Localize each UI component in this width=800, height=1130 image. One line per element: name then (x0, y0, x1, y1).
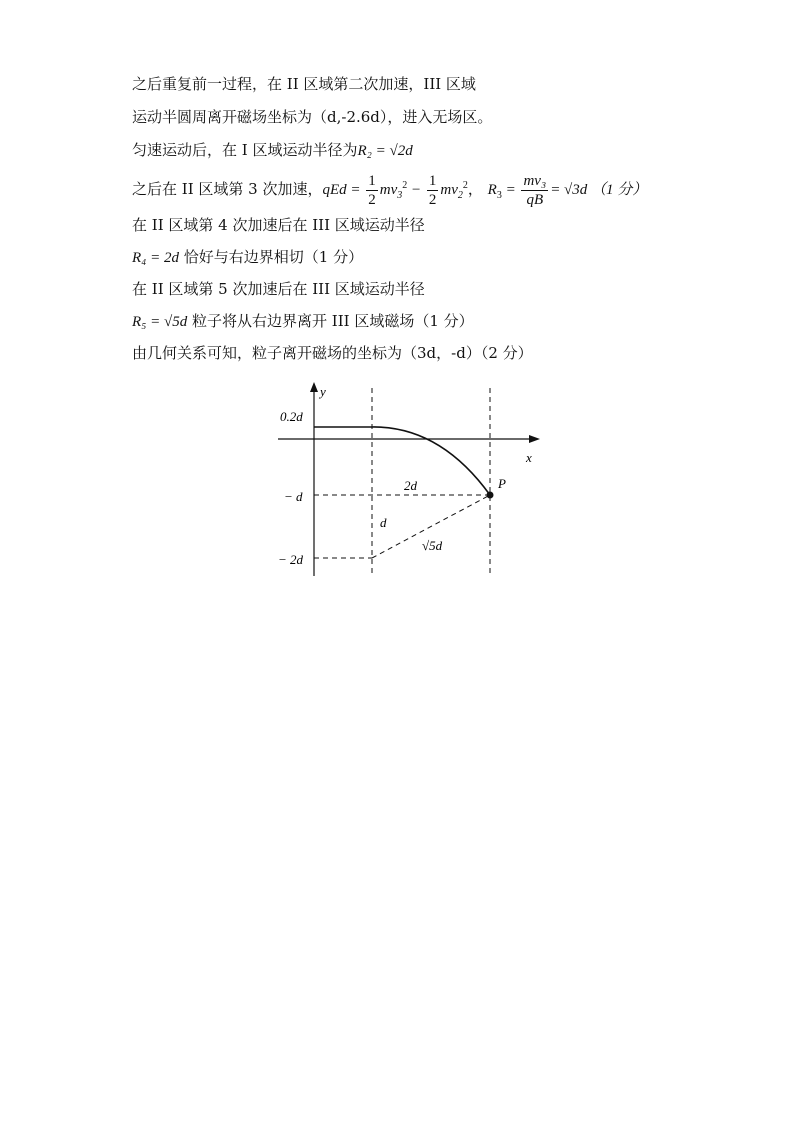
label-sqrt5d: √5d (422, 538, 443, 553)
fraction-1-denominator: 2 (368, 191, 376, 208)
fraction-1-numerator: 1 (368, 172, 376, 189)
label-neg-d: − d (284, 489, 303, 504)
label-2d: 2d (404, 478, 417, 493)
text-line-6-suffix: 恰好与右边界相切（1 分） (179, 248, 364, 266)
particle-trajectory (314, 427, 490, 495)
formula-r4: R₄ = 2d (132, 250, 179, 266)
y-axis-arrow (310, 382, 318, 392)
label-d: d (380, 515, 387, 530)
text-line-7: 在 II 区域第 5 次加速后在 III 区域运动半径 (132, 280, 425, 298)
trajectory-figure (270, 380, 550, 580)
text-line-6 (132, 246, 363, 269)
text-line-3-prefix: 匀速运动后，在 I 区域运动半径为 (132, 141, 358, 159)
fraction-2-numerator: 1 (428, 172, 437, 189)
point-p (487, 492, 494, 499)
text-line-5: 在 II 区域第 4 次加速后在 III 区域运动半径 (132, 216, 425, 234)
text-line-4: 之后在 II 区域第 3 次加速，qEd = $\frac{1}{2}$ $mv_3^2$ − $\frac{1}{2}$ $mv_2^2$， $R_3$ = $\frac{\text{mv₃}}{qB}$ = √3d （1 分） (132, 172, 648, 208)
text-line-1: 之后重复前一过程，在 II 区域第二次加速，III 区域 (132, 75, 476, 93)
y-axis-label: y (320, 384, 326, 399)
fraction-3-denominator: qB (526, 191, 544, 208)
text-line-4-prefix: 之后在 II 区域第 3 次加速， (132, 180, 323, 198)
fraction-2-denominator: 2 (428, 191, 437, 208)
label-0-2d: 0.2d (280, 409, 303, 424)
fraction-3-numerator: mv₃ (523, 172, 547, 189)
text-line-8 (132, 310, 474, 333)
text-line-9: 由几何关系可知，粒子离开磁场的坐标为（3d，-d）（2 分） (132, 344, 533, 362)
formula-r2: R₂ = √2d (357, 143, 413, 159)
point-p-label: P (498, 476, 506, 491)
text-line-2: 运动半圆周离开磁场坐标为（d,-2.6d），进入无场区。 (132, 108, 493, 126)
text-line-8-suffix: 粒子将从右边界离开 III 区域磁场（1 分） (187, 312, 474, 330)
label-neg-2d: − 2d (278, 552, 304, 567)
x-axis-label: x (526, 450, 532, 465)
x-axis-arrow (529, 435, 540, 443)
formula-r5: R₅ = √5d (132, 314, 188, 330)
text-line-3 (132, 139, 413, 162)
formula-r3-tail: = √3d （1 分） (550, 182, 648, 198)
